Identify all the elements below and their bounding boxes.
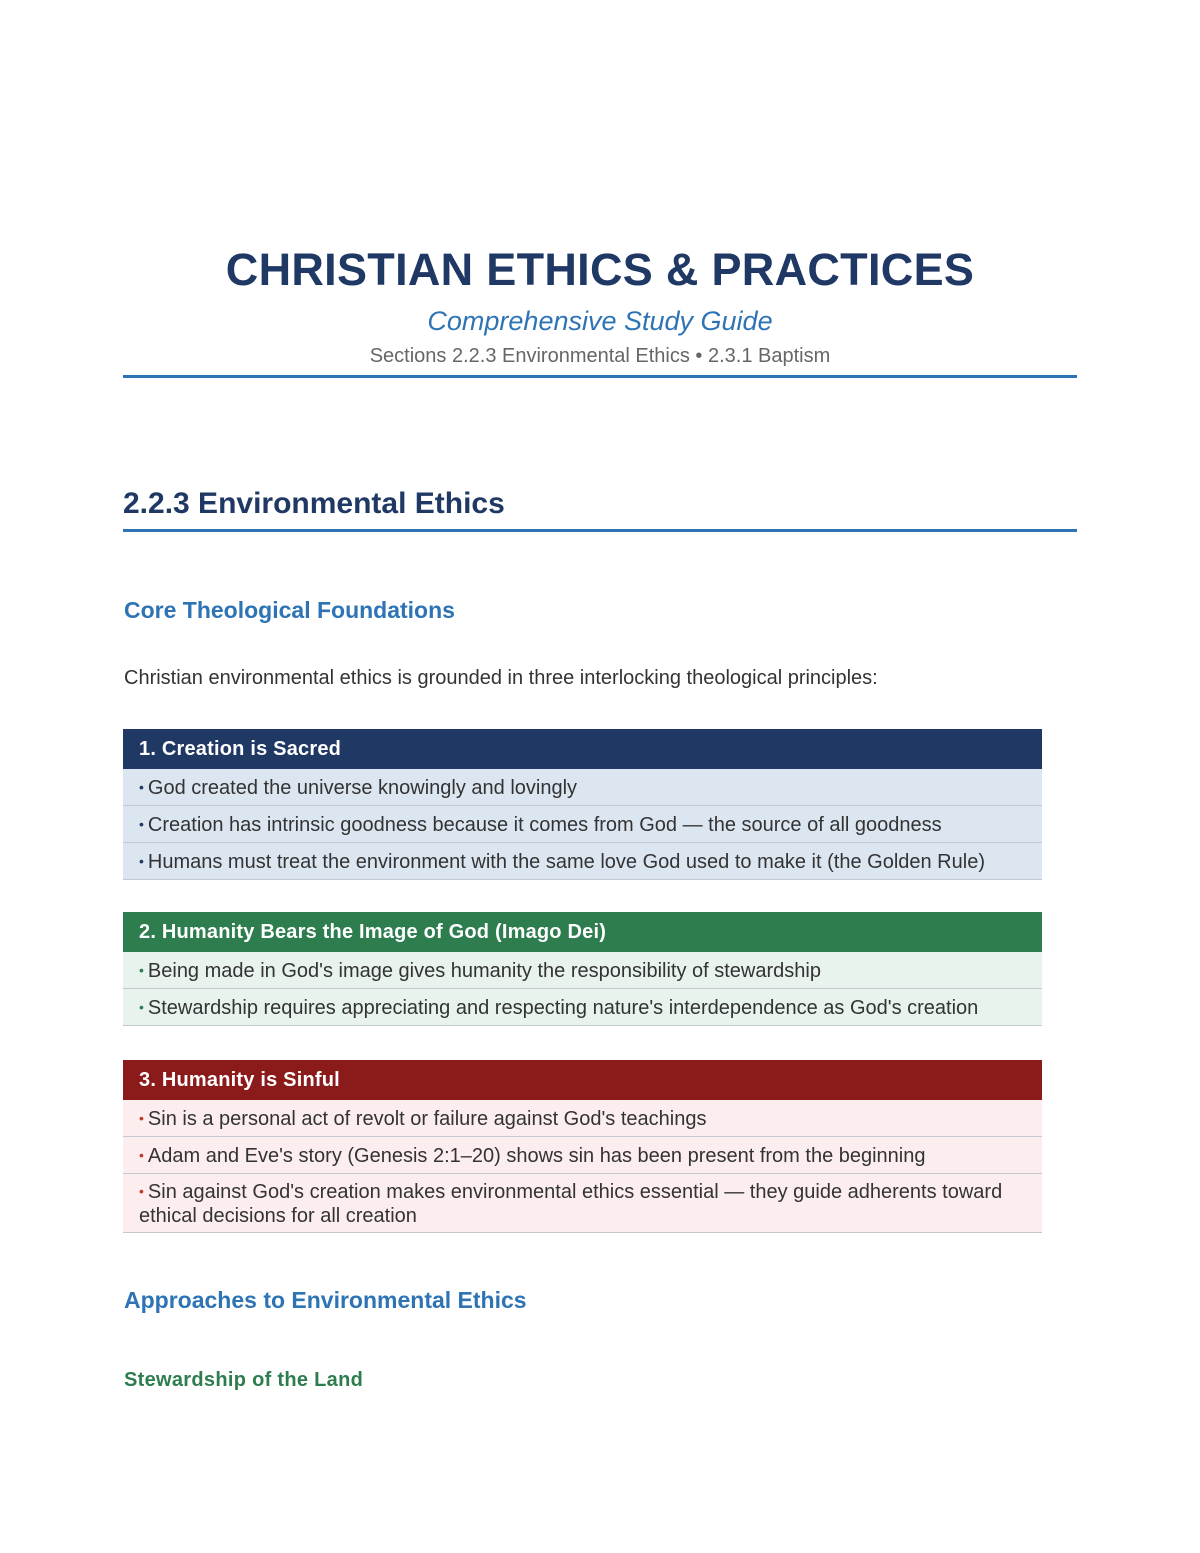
principle-item [123, 769, 1042, 806]
principle-item-text: Sin against God's creation makes environmental ethics essential — they guide adherents toward ethical decisions for all creation [139, 1180, 1003, 1227]
principle-item [123, 989, 1042, 1026]
bullet-icon: • [139, 1109, 144, 1126]
core-foundations-heading: Core Theological Foundations [124, 597, 455, 623]
principle-item [123, 952, 1042, 989]
principle-box-title: 2. Humanity Bears the Image of God (Imago Dei) [123, 912, 1042, 952]
principle-item-text: Adam and Eve's story (Genesis 2:1–20) shows sin has been present from the beginning [147, 1144, 926, 1167]
principle-item-text: Being made in God's image gives humanity the responsibility of stewardship [147, 959, 821, 982]
document-title: CHRISTIAN ETHICS & PRACTICES [225, 244, 975, 295]
principle-item [123, 843, 1042, 880]
bullet-icon: • [139, 961, 144, 978]
principle-item-text: Sin is a personal act of revolt or failure against God's teachings [147, 1107, 707, 1130]
document-sections-line: Sections 2.2.3 Environmental Ethics • 2.3.1 Baptism [369, 345, 831, 367]
document-subtitle: Comprehensive Study Guide [427, 306, 773, 336]
bullet-icon: • [139, 998, 144, 1015]
principle-item-text: Humans must treat the environment with the same love God used to make it (the Golden Rule) [147, 850, 985, 873]
intro-paragraph: Christian environmental ethics is grounded in three interlocking theological principles: [124, 667, 878, 689]
principle-box-title: 1. Creation is Sacred [123, 729, 1042, 769]
principle-item-text: Stewardship requires appreciating and respecting nature's interdependence as God's creation [147, 996, 979, 1019]
principle-box-humanity-sinful [123, 1060, 1042, 1233]
bullet-icon: • [139, 1146, 144, 1163]
principle-item [123, 1174, 1042, 1233]
principle-item [123, 806, 1042, 843]
bullet-icon: • [139, 1182, 144, 1199]
principle-box-creation-sacred [123, 729, 1042, 880]
principle-box-imago-dei [123, 912, 1042, 1026]
approaches-heading: Approaches to Environmental Ethics [124, 1287, 527, 1313]
principle-item [123, 1137, 1042, 1174]
principle-item [123, 1100, 1042, 1137]
principle-item-text: Creation has intrinsic goodness because it comes from God — the source of all goodness [147, 813, 942, 836]
header-divider [123, 375, 1077, 378]
bullet-icon: • [139, 852, 144, 869]
bullet-icon: • [139, 815, 144, 832]
principle-box-title: 3. Humanity is Sinful [123, 1060, 1042, 1100]
section-divider [123, 529, 1077, 532]
section-heading: 2.2.3 Environmental Ethics [123, 487, 505, 520]
stewardship-heading: Stewardship of the Land [124, 1369, 364, 1391]
principle-item-text: God created the universe knowingly and lovingly [147, 776, 578, 799]
bullet-icon: • [139, 778, 144, 795]
